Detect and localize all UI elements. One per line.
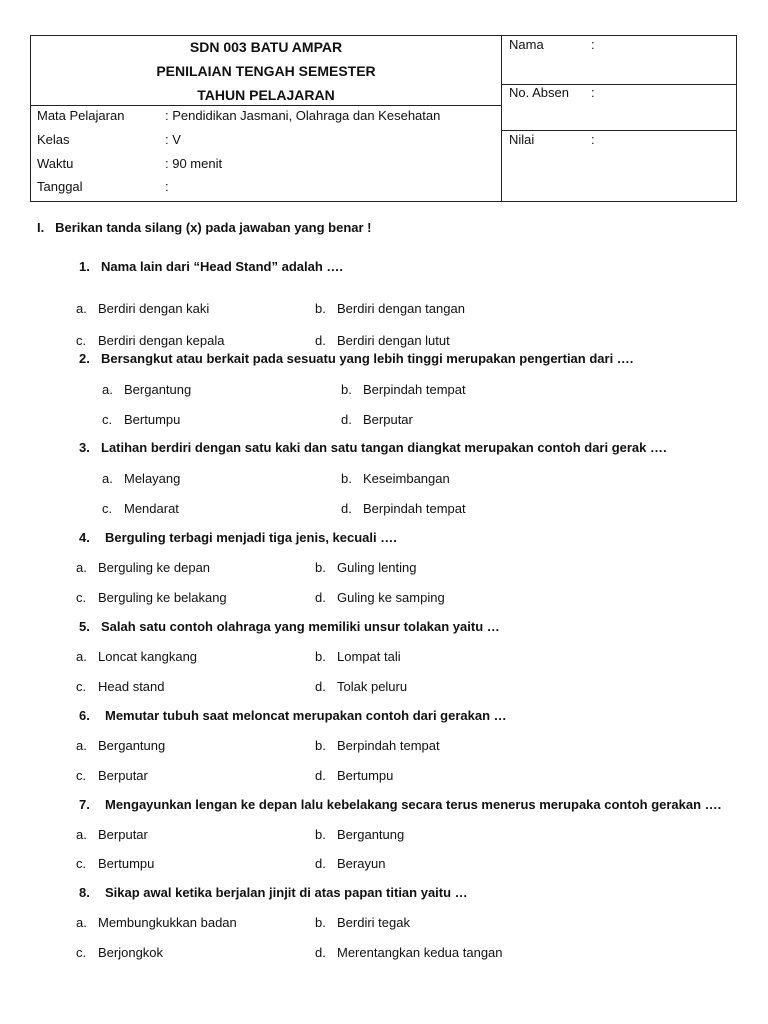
option-d[interactable]: d. Guling ke samping bbox=[315, 590, 445, 605]
header-divider bbox=[501, 36, 502, 201]
absence-number-field[interactable]: : bbox=[591, 85, 595, 100]
option-a[interactable]: a. Melayang bbox=[102, 471, 181, 486]
option-d[interactable]: d. Berputar bbox=[341, 412, 413, 427]
subject-value: : Pendidikan Jasmani, Olahraga dan Kesehatan bbox=[165, 108, 441, 123]
subject-label: Mata Pelajaran bbox=[37, 108, 125, 123]
question-text: Sikap awal ketika berjalan jinjit di atas papan titian yaitu … bbox=[105, 885, 468, 900]
question-number: 6. bbox=[79, 708, 90, 723]
name-field[interactable]: : bbox=[591, 37, 595, 52]
class-label: Kelas bbox=[37, 132, 70, 147]
option-c[interactable]: c. Head stand bbox=[76, 679, 165, 694]
exam-title: PENILAIAN TENGAH SEMESTER bbox=[156, 63, 376, 79]
section-numeral: I. bbox=[37, 220, 45, 235]
date-value: : bbox=[165, 179, 169, 194]
option-c[interactable]: c. Berputar bbox=[76, 768, 148, 783]
question bbox=[79, 259, 343, 274]
option-c[interactable]: c. Berdiri dengan kepala bbox=[76, 333, 225, 348]
option-d[interactable]: d. Berdiri dengan lutut bbox=[315, 333, 450, 348]
school-name: SDN 003 BATU AMPAR bbox=[189, 39, 343, 55]
header-divider bbox=[31, 105, 501, 106]
option-c[interactable]: c. Bertumpu bbox=[76, 856, 155, 871]
question-text: Bersangkut atau berkait pada sesuatu yang lebih tinggi merupakan pengertian dari …. bbox=[101, 351, 634, 366]
question-text: Latihan berdiri dengan satu kaki dan satu tangan diangkat merupakan contoh dari gerak …. bbox=[101, 440, 667, 455]
question bbox=[79, 351, 633, 366]
option-b[interactable]: b. Berpindah tempat bbox=[341, 382, 466, 397]
option-d[interactable]: d. Berpindah tempat bbox=[341, 501, 466, 516]
question-number: 1. bbox=[79, 259, 90, 274]
absence-number-label: No. Absen bbox=[509, 85, 569, 100]
question bbox=[79, 885, 468, 900]
question-number: 5. bbox=[79, 619, 90, 634]
question bbox=[79, 708, 507, 723]
time-value: : 90 menit bbox=[165, 156, 223, 171]
option-a[interactable]: a. Membungkukkan badan bbox=[76, 915, 237, 930]
option-d[interactable]: d. Berayun bbox=[315, 856, 386, 871]
question-number: 4. bbox=[79, 530, 90, 545]
header-divider bbox=[501, 130, 736, 131]
option-b[interactable]: b. Lompat tali bbox=[315, 649, 401, 664]
option-d[interactable]: d. Merentangkan kedua tangan bbox=[315, 945, 503, 960]
option-a[interactable]: a. Berputar bbox=[76, 827, 148, 842]
question-number: 7. bbox=[79, 797, 90, 812]
time-label: Waktu bbox=[37, 156, 74, 171]
option-a[interactable]: a. Bergantung bbox=[76, 738, 166, 753]
option-b[interactable]: b. Bergantung bbox=[315, 827, 405, 842]
instruction-text: Berikan tanda silang (x) pada jawaban yang benar ! bbox=[55, 220, 372, 235]
option-c[interactable]: c. Berjongkok bbox=[76, 945, 164, 960]
option-a[interactable]: a. Berguling ke depan bbox=[76, 560, 211, 575]
option-d[interactable]: d. Tolak peluru bbox=[315, 679, 408, 694]
question-text: Nama lain dari “Head Stand” adalah …. bbox=[101, 259, 344, 274]
question-number: 8. bbox=[79, 885, 90, 900]
option-a[interactable]: a. Loncat kangkang bbox=[76, 649, 198, 664]
option-c[interactable]: c. Berguling ke belakang bbox=[76, 590, 227, 605]
score-field[interactable]: : bbox=[591, 132, 595, 147]
date-label: Tanggal bbox=[37, 179, 83, 194]
section-instruction bbox=[37, 220, 372, 235]
question-number: 3. bbox=[79, 440, 90, 455]
option-b[interactable]: b. Keseimbangan bbox=[341, 471, 450, 486]
question bbox=[79, 797, 721, 812]
question-number: 2. bbox=[79, 351, 90, 366]
option-d[interactable]: d. Bertumpu bbox=[315, 768, 394, 783]
option-b[interactable]: b. Guling lenting bbox=[315, 560, 417, 575]
question-text: Berguling terbagi menjadi tiga jenis, kecuali …. bbox=[105, 530, 397, 545]
class-value: : V bbox=[165, 132, 181, 147]
option-b[interactable]: b. Berpindah tempat bbox=[315, 738, 440, 753]
question-text: Memutar tubuh saat meloncat merupakan contoh dari gerakan … bbox=[105, 708, 507, 723]
option-b[interactable]: b. Berdiri tegak bbox=[315, 915, 410, 930]
option-c[interactable]: c. Bertumpu bbox=[102, 412, 181, 427]
option-b[interactable]: b. Berdiri dengan tangan bbox=[315, 301, 465, 316]
header-box bbox=[30, 35, 737, 202]
question-text: Salah satu contoh olahraga yang memiliki unsur tolakan yaitu … bbox=[101, 619, 500, 634]
school-year-label: TAHUN PELAJARAN bbox=[197, 87, 335, 103]
question bbox=[79, 440, 667, 455]
score-label: Nilai bbox=[509, 132, 535, 147]
option-a[interactable]: a. Berdiri dengan kaki bbox=[76, 301, 210, 316]
question-text: Mengayunkan lengan ke depan lalu kebelakang secara terus menerus merupaka contoh gerakan …. bbox=[105, 797, 722, 812]
option-a[interactable]: a. Bergantung bbox=[102, 382, 192, 397]
question bbox=[79, 530, 397, 545]
question bbox=[79, 619, 500, 634]
name-label: Nama bbox=[509, 37, 544, 52]
option-c[interactable]: c. Mendarat bbox=[102, 501, 179, 516]
